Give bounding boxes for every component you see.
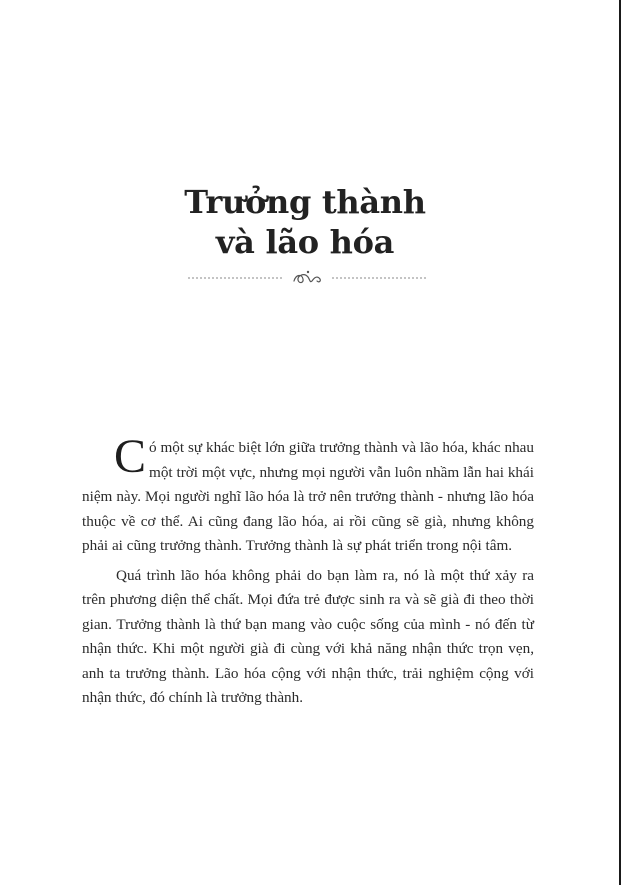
chapter-title-line-1: Trưởng thành <box>184 183 426 221</box>
chapter-title <box>0 182 610 262</box>
paragraph-1-text: ó một sự khác biệt lớn giữa trưởng thành và lão hóa, khác nhau một trời một vực, nhưng mọi người vẫn luôn nhầm lẫn hai khái niệm này. Mọi người nghĩ lão hóa là trở nên trưởng thành - nhưng lão hóa thuộc về cơ thể. Ai cũng đang lão hóa, ai rồi cũng sẽ già, nhưng không phải ai cũng trưởng thành. Trưởng thành là sự phát triển trong nội tâm. <box>82 439 534 554</box>
paragraph-1 <box>82 430 534 559</box>
chapter-title-line-2: và lão hóa <box>215 223 395 261</box>
paragraph-2: Quá trình lão hóa không phải do bạn làm ra, nó là một thứ xảy ra trên phương diện thể chất. Mọi đứa trẻ được sinh ra và sẽ già đi theo thời gian. Trưởng thành là thứ bạn mang vào cuộc sống của mình - nó đến từ nhận thức. Khi một người già đi cùng với khả năng nhận thức trọn vẹn, anh ta trưởng thành. Lão hóa cộng với nhận thức, trải nghiệm cộng với nhận thức, đó chính là trưởng thành. <box>82 566 534 706</box>
chapter-title-block <box>0 182 610 262</box>
chapter-body <box>82 430 534 711</box>
page-edge-line <box>619 0 621 885</box>
flourish-divider-icon <box>186 268 430 288</box>
drop-cap: C <box>114 430 147 483</box>
